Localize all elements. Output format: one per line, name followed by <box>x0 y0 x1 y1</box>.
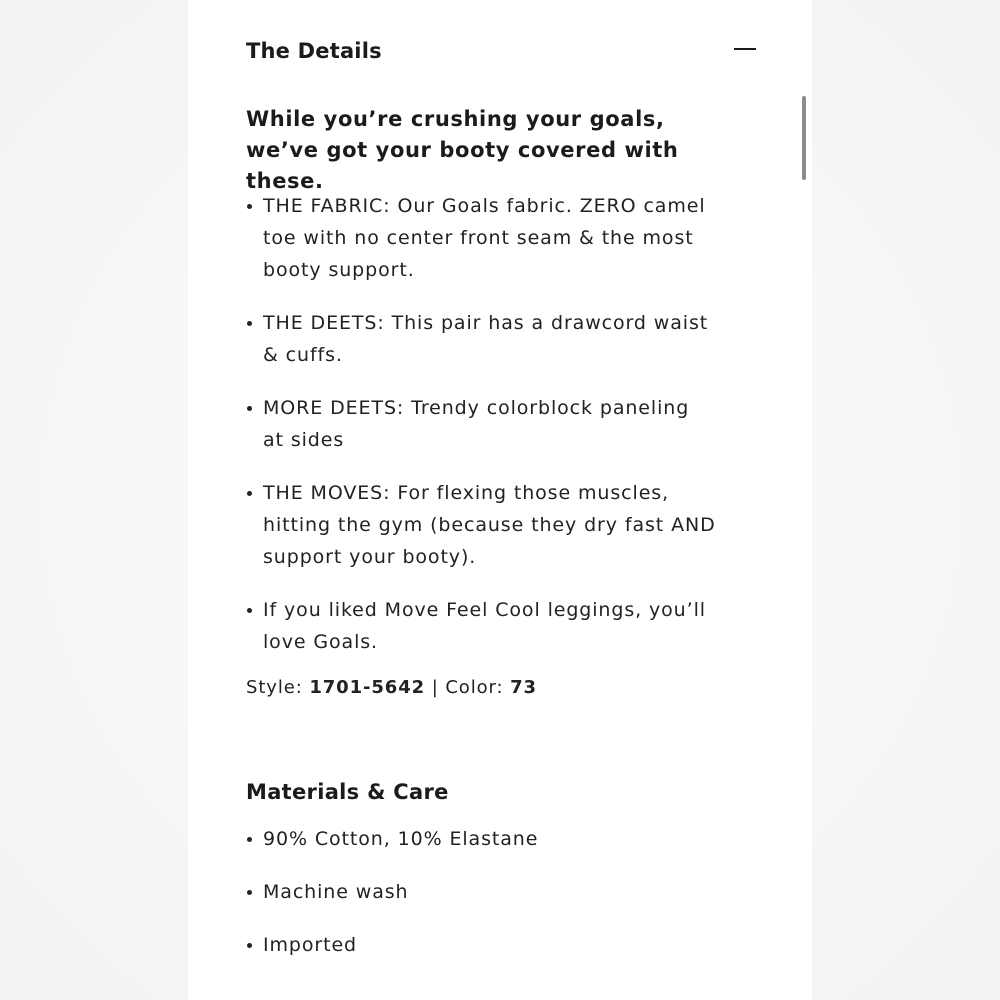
list-item: If you liked Move Feel Cool leggings, you’ll love Goals. <box>246 594 716 658</box>
separator: | <box>431 677 439 698</box>
minus-icon[interactable] <box>734 38 756 60</box>
list-item: Imported <box>246 929 716 961</box>
details-intro: While you’re crushing your goals, we’ve got your booty covered with these. <box>246 107 679 193</box>
list-item: MORE DEETS: Trendy colorblock paneling at sides <box>246 392 716 456</box>
details-section-title: The Details <box>246 39 382 63</box>
list-item: THE FABRIC: Our Goals fabric. ZERO camel toe with no center front seam & the most booty support. <box>246 190 716 286</box>
details-bullet-list <box>246 190 716 679</box>
product-details-panel <box>188 0 812 1000</box>
list-item: THE MOVES: For flexing those muscles, hitting the gym (because they dry fast AND support your booty). <box>246 477 716 573</box>
color-label: Color: <box>445 677 504 698</box>
list-item: THE DEETS: This pair has a drawcord waist & cuffs. <box>246 307 716 371</box>
details-accordion-header[interactable] <box>246 34 756 68</box>
materials-bullet-list <box>246 823 716 982</box>
style-color-line <box>246 677 537 698</box>
style-number: 1701-5642 <box>309 677 426 698</box>
list-item: 90% Cotton, 10% Elastane <box>246 823 716 855</box>
list-item: Machine wash <box>246 876 716 908</box>
scrollbar-thumb[interactable] <box>802 96 806 180</box>
style-label: Style: <box>246 677 303 698</box>
materials-section-title: Materials & Care <box>246 780 449 804</box>
color-number: 73 <box>510 677 537 698</box>
